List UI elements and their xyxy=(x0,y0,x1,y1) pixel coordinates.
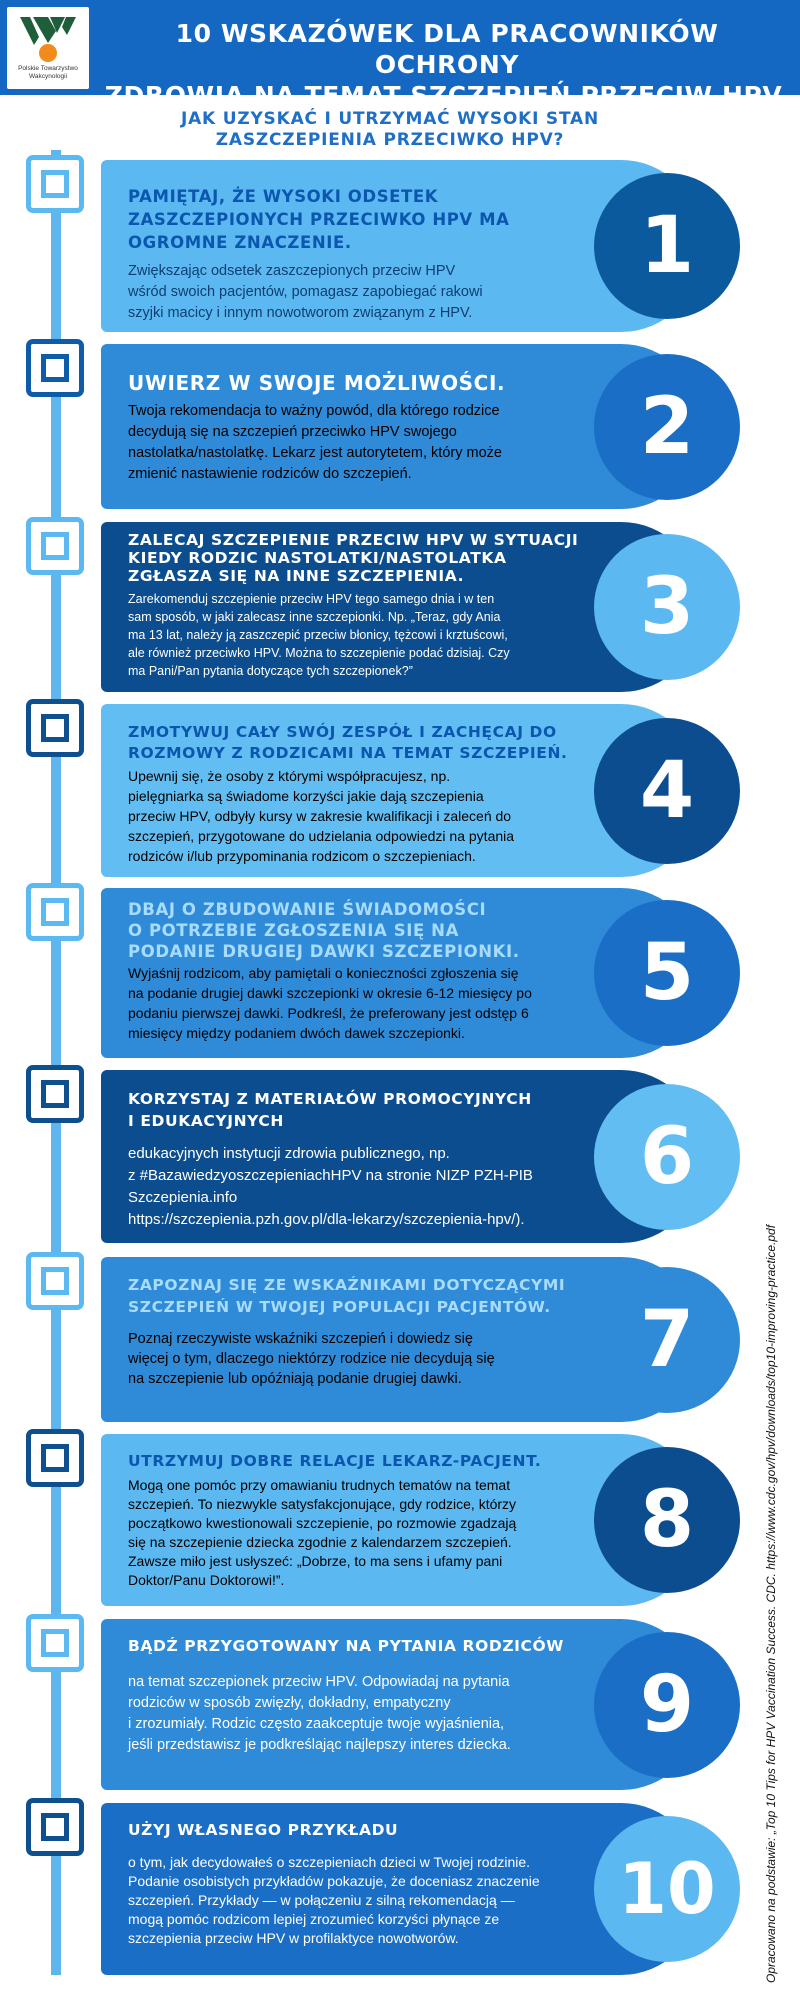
tip-title xyxy=(128,531,598,585)
tip-body-line: mogą pomóc rodzicom lepiej zrozumieć korzyści płynące ze xyxy=(128,1911,500,1927)
tip-title-line: I EDUKACYJNYCH xyxy=(128,1112,284,1130)
tip-title-line: SZCZEPIEŃ W TWOJEJ POPULACJI PACJENTÓW. xyxy=(128,1298,551,1316)
tip-body-line: jeśli przedstawisz je podkreślając najlepszy interes dziecka. xyxy=(128,1737,511,1753)
tip-body-line: rodziców i/lub przypominania rodzicom o szczepieniach. xyxy=(128,848,476,864)
tip-body xyxy=(128,590,608,680)
timeline-marker xyxy=(26,1798,84,1856)
tip-body-line: miesięcy między podaniem dwóch dawek szczepionki. xyxy=(128,1025,465,1041)
tip-title xyxy=(128,722,598,764)
tip-body-line: Doktor/Panu Doktorowi!”. xyxy=(128,1572,285,1588)
tip-body-line: na podanie drugiej dawki szczepionki w okresie 6-12 miesięcy po xyxy=(128,985,532,1001)
tip-body-line: edukacyjnych instytucji zdrowia publicznego, np. xyxy=(128,1145,450,1162)
tip-body xyxy=(128,1329,608,1389)
timeline-line xyxy=(51,150,61,1975)
page-subtitle xyxy=(100,109,680,151)
tip-title-line: BĄDŹ PRZYGOTOWANY NA PYTANIA RODZICÓW xyxy=(128,1637,564,1655)
tip-body-line: przeciw HPV, odbyły kursy w zakresie kwalifikacji i zaleceń do xyxy=(128,808,512,824)
page-title xyxy=(102,18,792,111)
tip-body-line: wśród swoich pacjentów, pomagasz zapobiegać rakowi xyxy=(128,284,483,300)
tip-title xyxy=(128,899,598,962)
page-title-line: 10 WSKAZÓWEK DLA PRACOWNIKÓW OCHRONY xyxy=(175,19,719,79)
page-subtitle-line: JAK UZYSKAĆ I UTRZYMAĆ WYSOKI STAN xyxy=(180,109,600,129)
tip-body-line: ma 13 lat, należy ją zaszczepić przeciw błonicy, tężcowi i krztuścowi, xyxy=(128,628,508,642)
tip-title-line: ZAPOZNAJ SIĘ ZE WSKAŹNIKAMI DOTYCZĄCYMI xyxy=(128,1276,566,1294)
tip-title-line: ROZMOWY Z RODZICAMI NA TEMAT SZCZEPIEŃ. xyxy=(128,744,568,762)
tip-number-badge: 1 xyxy=(594,173,740,319)
tip-title-line: KORZYSTAJ Z MATERIAŁÓW PROMOCYJNYCH xyxy=(128,1090,532,1108)
tip-title-line: OGROMNE ZNACZENIE. xyxy=(128,233,352,252)
tip-title-line: UWIERZ W SWOJE MOŻLIWOŚCI. xyxy=(128,371,506,395)
tip-title xyxy=(128,1451,598,1471)
source-note: Opracowano na podstawie: „Top 10 Tips for HPV Vaccination Success. CDC. https://www.cdc.gov/hpv/downloads/top10-improving-practice.pdf xyxy=(764,1224,778,1983)
tip-title xyxy=(128,371,598,395)
tip-body-line: szczepień. To niezwykle satysfakcjonujące, gdy rodzice, którzy xyxy=(128,1496,517,1512)
tip-number-badge: 5 xyxy=(594,900,740,1046)
tip-body-line: więcej o tym, dlaczego niektórzy rodzice nie decydują się xyxy=(128,1351,495,1367)
tip-title-line: ZGŁASZA SIĘ NA INNE SZCZEPIENIA. xyxy=(128,567,465,585)
tip-title-line: UŻYJ WŁASNEGO PRZYKŁADU xyxy=(128,1821,399,1839)
tip-body-line: decydują się na szczepień przeciwko HPV swojego xyxy=(128,424,457,440)
tip-body-line: podaniu pierwszej dawki. Podkreśl, że preferowany jest odstęp 6 xyxy=(128,1005,529,1021)
tip-body-line: nastolatka/nastolatkę. Lekarz jest autorytetem, który może xyxy=(128,445,502,461)
tip-body-line: zmienić nastawienie rodziców do szczepień. xyxy=(128,466,412,482)
timeline-marker xyxy=(26,339,84,397)
tip-number-badge: 8 xyxy=(594,1447,740,1593)
tip-body-line: pielęgniarka są świadome korzyści jakie dają szczepienia xyxy=(128,788,484,804)
tip-body-line: ale również przeciwko HPV. Można to szczepienie podać dzisiaj. Czy xyxy=(128,646,510,660)
tip-body xyxy=(128,766,608,866)
timeline-marker xyxy=(26,517,84,575)
tip-body xyxy=(128,1853,608,1948)
tip-number-badge: 3 xyxy=(594,534,740,680)
tip-body xyxy=(128,261,608,324)
tip-body-line: Zawsze miło jest usłyszeć: „Dobrze, to ma sens i ufamy pani xyxy=(128,1553,503,1569)
tip-body-line: szczepień, przygotowane do udzielania odpowiedzi na pytania xyxy=(128,828,515,844)
timeline-marker xyxy=(26,1429,84,1487)
tip-title xyxy=(128,1636,598,1656)
tip-body-line: szczepienia przeciw HPV w profilaktyce nowotworów. xyxy=(128,1930,459,1946)
tip-number-badge: 10 xyxy=(594,1816,740,1962)
tip-body xyxy=(128,963,608,1043)
tip-body-line: szyjki macicy i innym nowotworom związanym z HPV. xyxy=(128,305,473,321)
tip-body-line: szczepień. Przykłady — w połączeniu z silną rekomendacją — xyxy=(128,1892,515,1908)
tip-body-line: Upewnij się, że osoby z którymi współpracujesz, np. xyxy=(128,768,451,784)
page-title-line: ZDROWIA NA TEMAT SZCZEPIEŃ PRZECIW HPV. xyxy=(104,81,790,110)
timeline-marker xyxy=(26,1614,84,1672)
tip-body-line: się na szczepienie dziecka zgodnie z kalendarzem szczepień. xyxy=(128,1534,512,1550)
tip-body xyxy=(128,1143,608,1231)
timeline-marker xyxy=(26,883,84,941)
tip-body-line: Poznaj rzeczywiste wskaźniki szczepień i dowiedz się xyxy=(128,1331,473,1347)
tip-number-badge: 7 xyxy=(594,1267,740,1413)
tip-body-line: Zwiększając odsetek zaszczepionych przeciw HPV xyxy=(128,263,456,279)
timeline-marker xyxy=(26,155,84,213)
timeline-marker xyxy=(26,699,84,757)
tip-body-line: Mogą one pomóc przy omawianiu trudnych tematów na temat xyxy=(128,1477,511,1493)
tip-number-badge: 2 xyxy=(594,354,740,500)
tip-body-line: sam sposób, w jaki zalecasz inne szczepionki. Np. „Teraz, gdy Ania xyxy=(128,610,501,624)
tip-number-badge: 4 xyxy=(594,718,740,864)
tip-body-line: Zarekomenduj szczepienie przeciw HPV tego samego dnia i w ten xyxy=(128,592,495,606)
tip-body-line: https://szczepienia.pzh.gov.pl/dla-lekarzy/szczepienia-hpv/). xyxy=(128,1211,525,1228)
tip-body-line: na temat szczepionek przeciw HPV. Odpowiadaj na pytania xyxy=(128,1674,510,1690)
tip-body-line: z #BazawiedzyoszczepieniachHPV na stronie NIZP PZH-PIB xyxy=(128,1167,533,1184)
tip-title-line: KIEDY RODZIC NASTOLATKI/NASTOLATKA xyxy=(128,549,507,567)
timeline-marker xyxy=(26,1065,84,1123)
tip-title-line: ZALECAJ SZCZEPIENIE PRZECIW HPV W SYTUACJI xyxy=(128,531,579,549)
timeline-marker xyxy=(26,1252,84,1310)
tip-title-line: O POTRZEBIE ZGŁOSZENIA SIĘ NA xyxy=(128,921,459,940)
tip-title-line: ZMOTYWUJ CAŁY SWÓJ ZESPÓŁ I ZACHĘCAJ DO xyxy=(128,723,557,741)
tip-body-line: Twoja rekomendacja to ważny powód, dla którego rodzice xyxy=(128,403,500,419)
tip-body-line: Podanie osobistych przykładów pokazuje, że doceniasz znaczenie xyxy=(128,1873,540,1889)
tip-body-line: początkowo kwestionowali szczepienie, po rozmowie zgadzają xyxy=(128,1515,517,1531)
header-banner xyxy=(0,0,800,110)
tip-title-line: PODANIE DRUGIEJ DAWKI SZCZEPIONKI. xyxy=(128,942,520,961)
tip-body-line: na szczepienie lub opóźniają podanie drugiej dawki. xyxy=(128,1371,462,1387)
logo-text: Polskie Towarzystwo Wakcynologii xyxy=(18,65,78,80)
tip-title-line: DBAJ O ZBUDOWANIE ŚWIADOMOŚCI xyxy=(128,900,487,919)
tip-body-line: Szczepienia.info xyxy=(128,1189,238,1206)
tip-title-line: UTRZYMUJ DOBRE RELACJE LEKARZ-PACJENT. xyxy=(128,1452,542,1470)
tip-body xyxy=(128,1476,608,1590)
tip-title-line: PAMIĘTAJ, ŻE WYSOKI ODSETEK xyxy=(128,187,439,206)
tip-body-line: o tym, jak decydowałeś o szczepieniach dzieci w Twojej rodzinie. xyxy=(128,1854,531,1870)
tip-title xyxy=(128,185,598,254)
tip-body-line: Wyjaśnij rodzicom, aby pamiętali o konieczności zgłoszenia się xyxy=(128,965,519,981)
tip-title xyxy=(128,1820,598,1840)
tip-body xyxy=(128,1672,608,1756)
tip-title xyxy=(128,1088,598,1132)
tip-body-line: ma Pani/Pan pytania dotyczące tych szczepionek?” xyxy=(128,664,413,678)
logo-mark-icon xyxy=(20,15,76,63)
organization-logo xyxy=(7,7,89,89)
tip-title xyxy=(128,1274,598,1318)
tip-title-line: ZASZCZEPIONYCH PRZECIWKO HPV MA xyxy=(128,210,510,229)
tip-body-line: i zrozumiały. Rodzic często zaakceptuje twoje wyjaśnienia, xyxy=(128,1716,505,1732)
tip-number-badge: 6 xyxy=(594,1084,740,1230)
tip-number-badge: 9 xyxy=(594,1632,740,1778)
tip-body-line: rodziców w sposób zwięzły, dokładny, empatyczny xyxy=(128,1695,451,1711)
page-subtitle-line: ZASZCZEPIENIA PRZECIWKO HPV? xyxy=(215,130,565,150)
tip-body xyxy=(128,401,608,485)
